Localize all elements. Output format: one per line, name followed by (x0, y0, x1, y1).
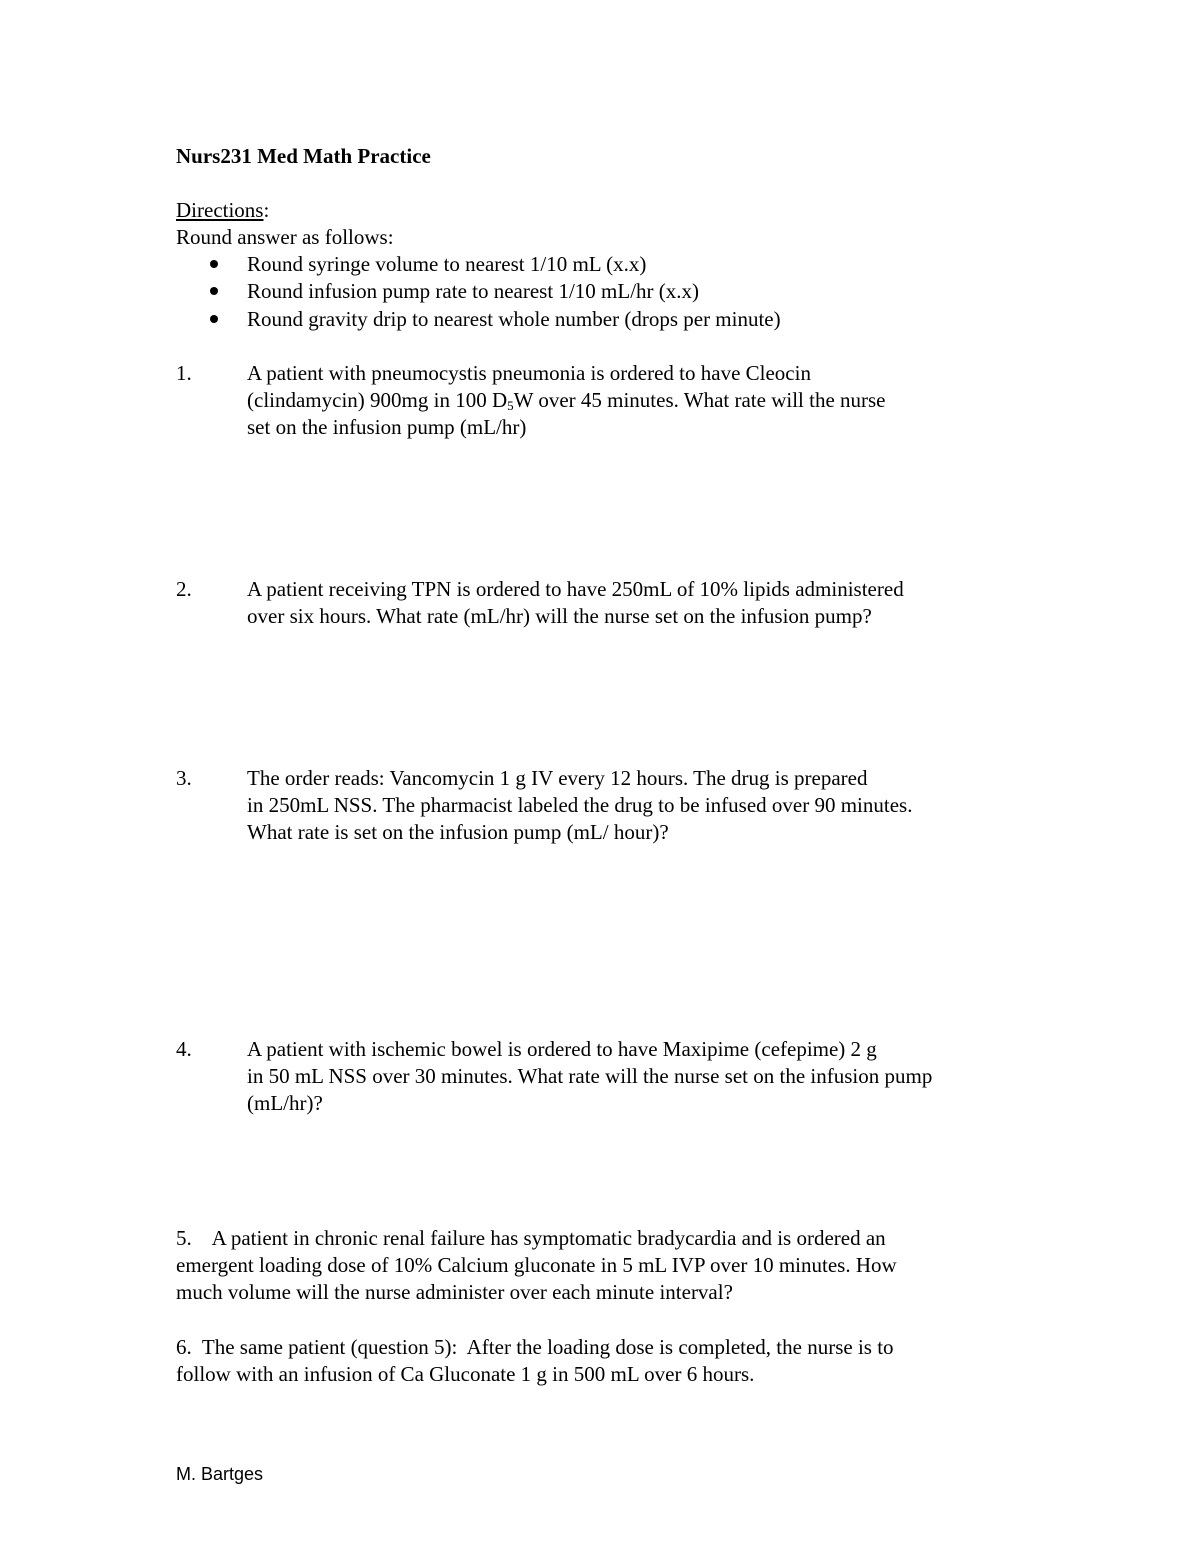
question-line: in 250mL NSS. The pharmacist labeled the drug to be infused over 90 minutes. (247, 793, 913, 817)
question-line (247, 387, 886, 414)
bullet-dot-icon (210, 315, 218, 323)
question-line: 6. The same patient (question 5): After the loading dose is completed, the nurse is to (176, 1335, 894, 1359)
question-line: emergent loading dose of 10% Calcium gluconate in 5 mL IVP over 10 minutes. How (176, 1253, 897, 1277)
question-line: 5. A patient in chronic renal failure has symptomatic bradycardia and is ordered an (176, 1226, 886, 1250)
rounding-bullet: Round syringe volume to nearest 1/10 mL (x.x) (247, 252, 647, 276)
question-number: 4. (176, 1037, 192, 1061)
directions-label: Directions (176, 198, 264, 222)
question-line: (mL/hr)? (247, 1091, 323, 1115)
question-line: A patient receiving TPN is ordered to have 250mL of 10% lipids administered (247, 577, 904, 601)
bullet-dot-icon (210, 260, 218, 268)
question-number: 3. (176, 766, 192, 790)
directions-colon: : (263, 198, 270, 222)
question-text: W over 45 minutes. What rate will the nurse (513, 388, 886, 412)
question-text: (clindamycin) 900mg in 100 D (247, 388, 508, 412)
question-line: much volume will the nurse administer over each minute interval? (176, 1280, 733, 1304)
rounding-intro: Round answer as follows: (176, 225, 394, 249)
rounding-bullet: Round gravity drip to nearest whole number (drops per minute) (247, 307, 781, 331)
question-line: What rate is set on the infusion pump (mL/ hour)? (247, 820, 669, 844)
question-line: A patient with ischemic bowel is ordered to have Maxipime (cefepime) 2 g (247, 1037, 877, 1061)
document-title: Nurs231 Med Math Practice (176, 144, 431, 168)
question-line: in 50 mL NSS over 30 minutes. What rate will the nurse set on the infusion pump (247, 1064, 933, 1088)
author-signature: M. Bartges (176, 1464, 264, 1484)
bullet-dot-icon (210, 287, 218, 295)
question-line: follow with an infusion of Ca Gluconate 1 g in 500 mL over 6 hours. (176, 1362, 755, 1386)
subscript-text: 5 (507, 398, 514, 413)
question-number: 1. (176, 361, 192, 385)
question-line: A patient with pneumocystis pneumonia is ordered to have Cleocin (247, 361, 811, 385)
directions-heading (176, 197, 269, 224)
question-line: over six hours. What rate (mL/hr) will the nurse set on the infusion pump? (247, 604, 872, 628)
rounding-bullet: Round infusion pump rate to nearest 1/10 mL/hr (x.x) (247, 279, 700, 303)
question-line: The order reads: Vancomycin 1 g IV every 12 hours. The drug is prepared (247, 766, 868, 790)
question-line: set on the infusion pump (mL/hr) (247, 415, 527, 439)
question-number: 2. (176, 577, 192, 601)
